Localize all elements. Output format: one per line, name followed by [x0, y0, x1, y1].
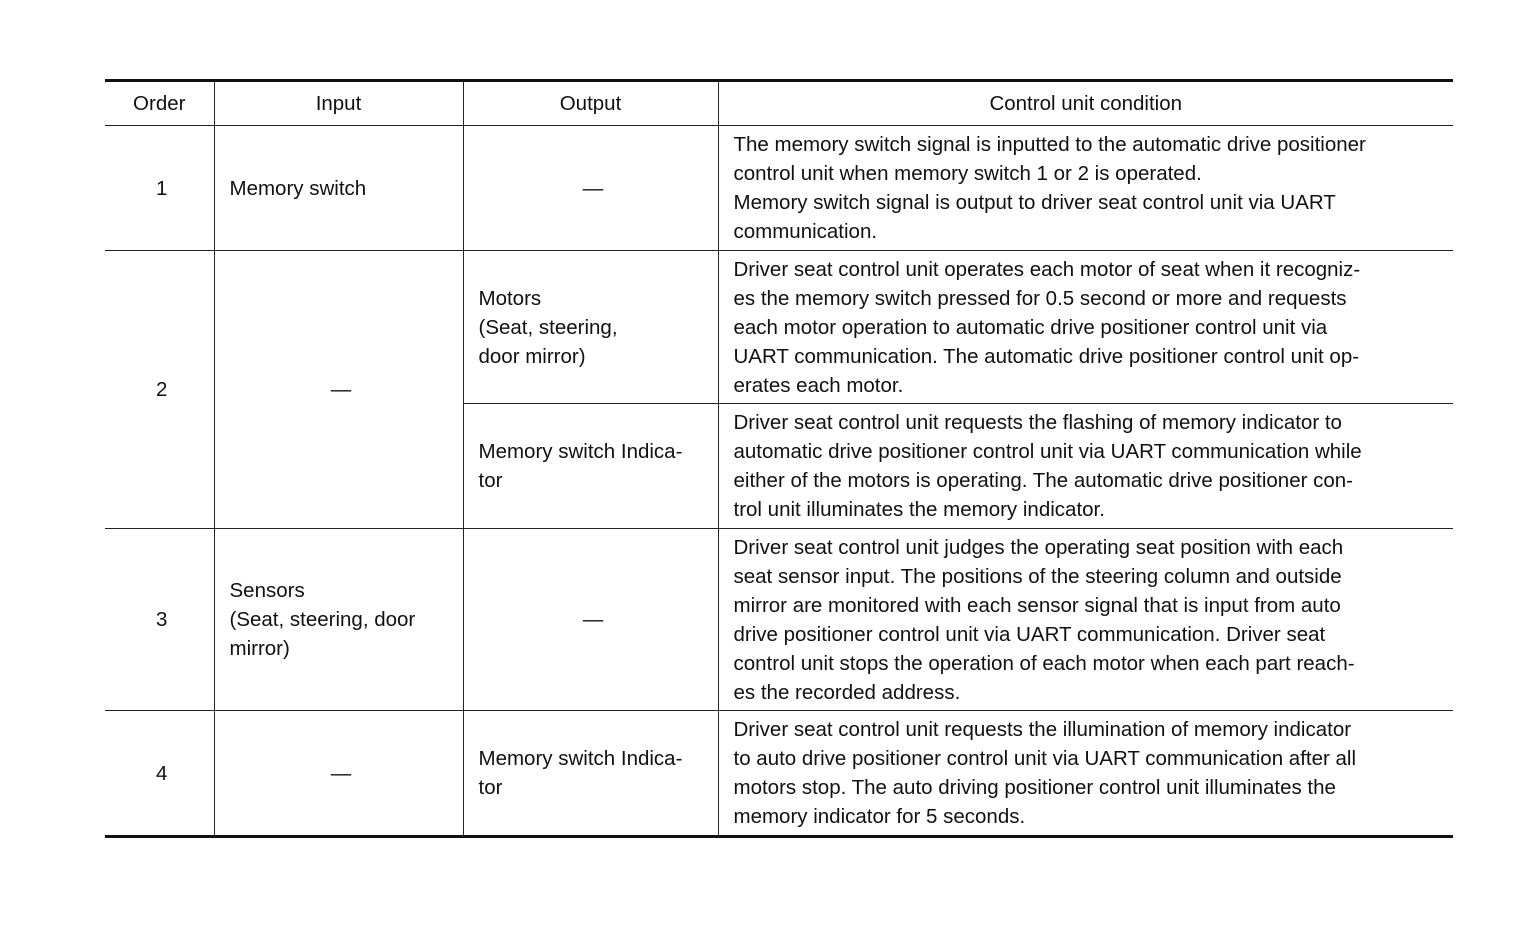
condition-line: Driver seat control unit requests the illumination of memory indicator: [733, 718, 1352, 741]
output-cell: [463, 404, 718, 529]
condition-line: es the recorded address.: [733, 680, 961, 704]
output-line: door mirror): [478, 344, 586, 368]
condition-line: drive positioner control unit via UART communication. Driver seat: [733, 622, 1326, 646]
input-line: mirror): [229, 637, 290, 660]
condition-line: to auto drive positioner control unit via UART communication after all: [733, 747, 1357, 770]
condition-line: es the memory switch pressed for 0.5 second or more and requests: [733, 286, 1347, 310]
input-cell: [214, 529, 463, 711]
condition-cell: [718, 251, 1453, 404]
output-cell: —: [463, 126, 718, 251]
table-row: [105, 126, 1453, 251]
condition-line: control unit when memory switch 1 or 2 is operated.: [733, 162, 1202, 185]
condition-line: motors stop. The auto driving positioner control unit illuminates the: [733, 776, 1336, 799]
input-cell: —: [214, 251, 463, 529]
output-cell: [463, 711, 718, 837]
output-line: Memory switch Indica-: [478, 440, 683, 463]
output-cell: —: [463, 529, 718, 711]
header-output: Output: [463, 81, 718, 126]
condition-cell: [718, 126, 1453, 251]
condition-line: either of the motors is operating. The automatic drive positioner con-: [733, 469, 1353, 492]
condition-line: Memory switch signal is output to driver seat control unit via UART: [733, 191, 1336, 214]
output-line: (Seat, steering,: [478, 315, 618, 339]
header-order: Order: [105, 81, 214, 126]
control-sequence-table: [105, 79, 1453, 838]
input-line: Sensors: [229, 579, 305, 602]
condition-line: mirror are monitored with each sensor signal that is input from auto: [733, 593, 1341, 617]
order-cell: 3: [105, 529, 214, 711]
header-condition: Control unit condition: [718, 81, 1453, 126]
condition-line: Driver seat control unit requests the flashing of memory indicator to: [733, 411, 1342, 434]
condition-line: each motor operation to automatic drive positioner control unit via: [733, 315, 1328, 339]
output-line: tor: [478, 776, 503, 799]
table-header: [105, 81, 1453, 126]
table-row: [105, 529, 1453, 711]
output-line: tor: [478, 469, 503, 492]
condition-cell: [718, 404, 1453, 529]
condition-cell: [718, 529, 1453, 711]
order-cell: 4: [105, 711, 214, 837]
condition-line: memory indicator for 5 seconds.: [733, 805, 1026, 828]
condition-line: trol unit illuminates the memory indicator.: [733, 498, 1105, 521]
condition-line: communication.: [733, 220, 878, 243]
condition-line: automatic drive positioner control unit via UART communication while: [733, 440, 1362, 463]
header-row: [105, 81, 1453, 126]
condition-line: seat sensor input. The positions of the steering column and outside: [733, 564, 1342, 588]
output-line: Motors: [478, 286, 542, 310]
condition-line: UART communication. The automatic drive positioner control unit op-: [733, 344, 1360, 368]
order-cell: 2: [105, 251, 214, 529]
input-cell: —: [214, 711, 463, 837]
input-line: (Seat, steering, door: [229, 608, 416, 631]
condition-line: The memory switch signal is inputted to the automatic drive positioner: [733, 133, 1366, 156]
condition-line: Driver seat control unit judges the operating seat position with each: [733, 535, 1344, 559]
condition-cell: [718, 711, 1453, 837]
header-input: Input: [214, 81, 463, 126]
table-row: [105, 711, 1453, 837]
table-row: [105, 251, 1453, 404]
table-body: [105, 126, 1453, 837]
output-line: Memory switch Indica-: [478, 747, 683, 770]
input-cell: Memory switch: [214, 126, 463, 251]
condition-line: erates each motor.: [733, 373, 904, 397]
condition-line: Driver seat control unit operates each motor of seat when it recogniz-: [733, 257, 1361, 281]
output-cell: [463, 251, 718, 404]
order-cell: 1: [105, 126, 214, 251]
condition-line: control unit stops the operation of each motor when each part reach-: [733, 651, 1355, 675]
